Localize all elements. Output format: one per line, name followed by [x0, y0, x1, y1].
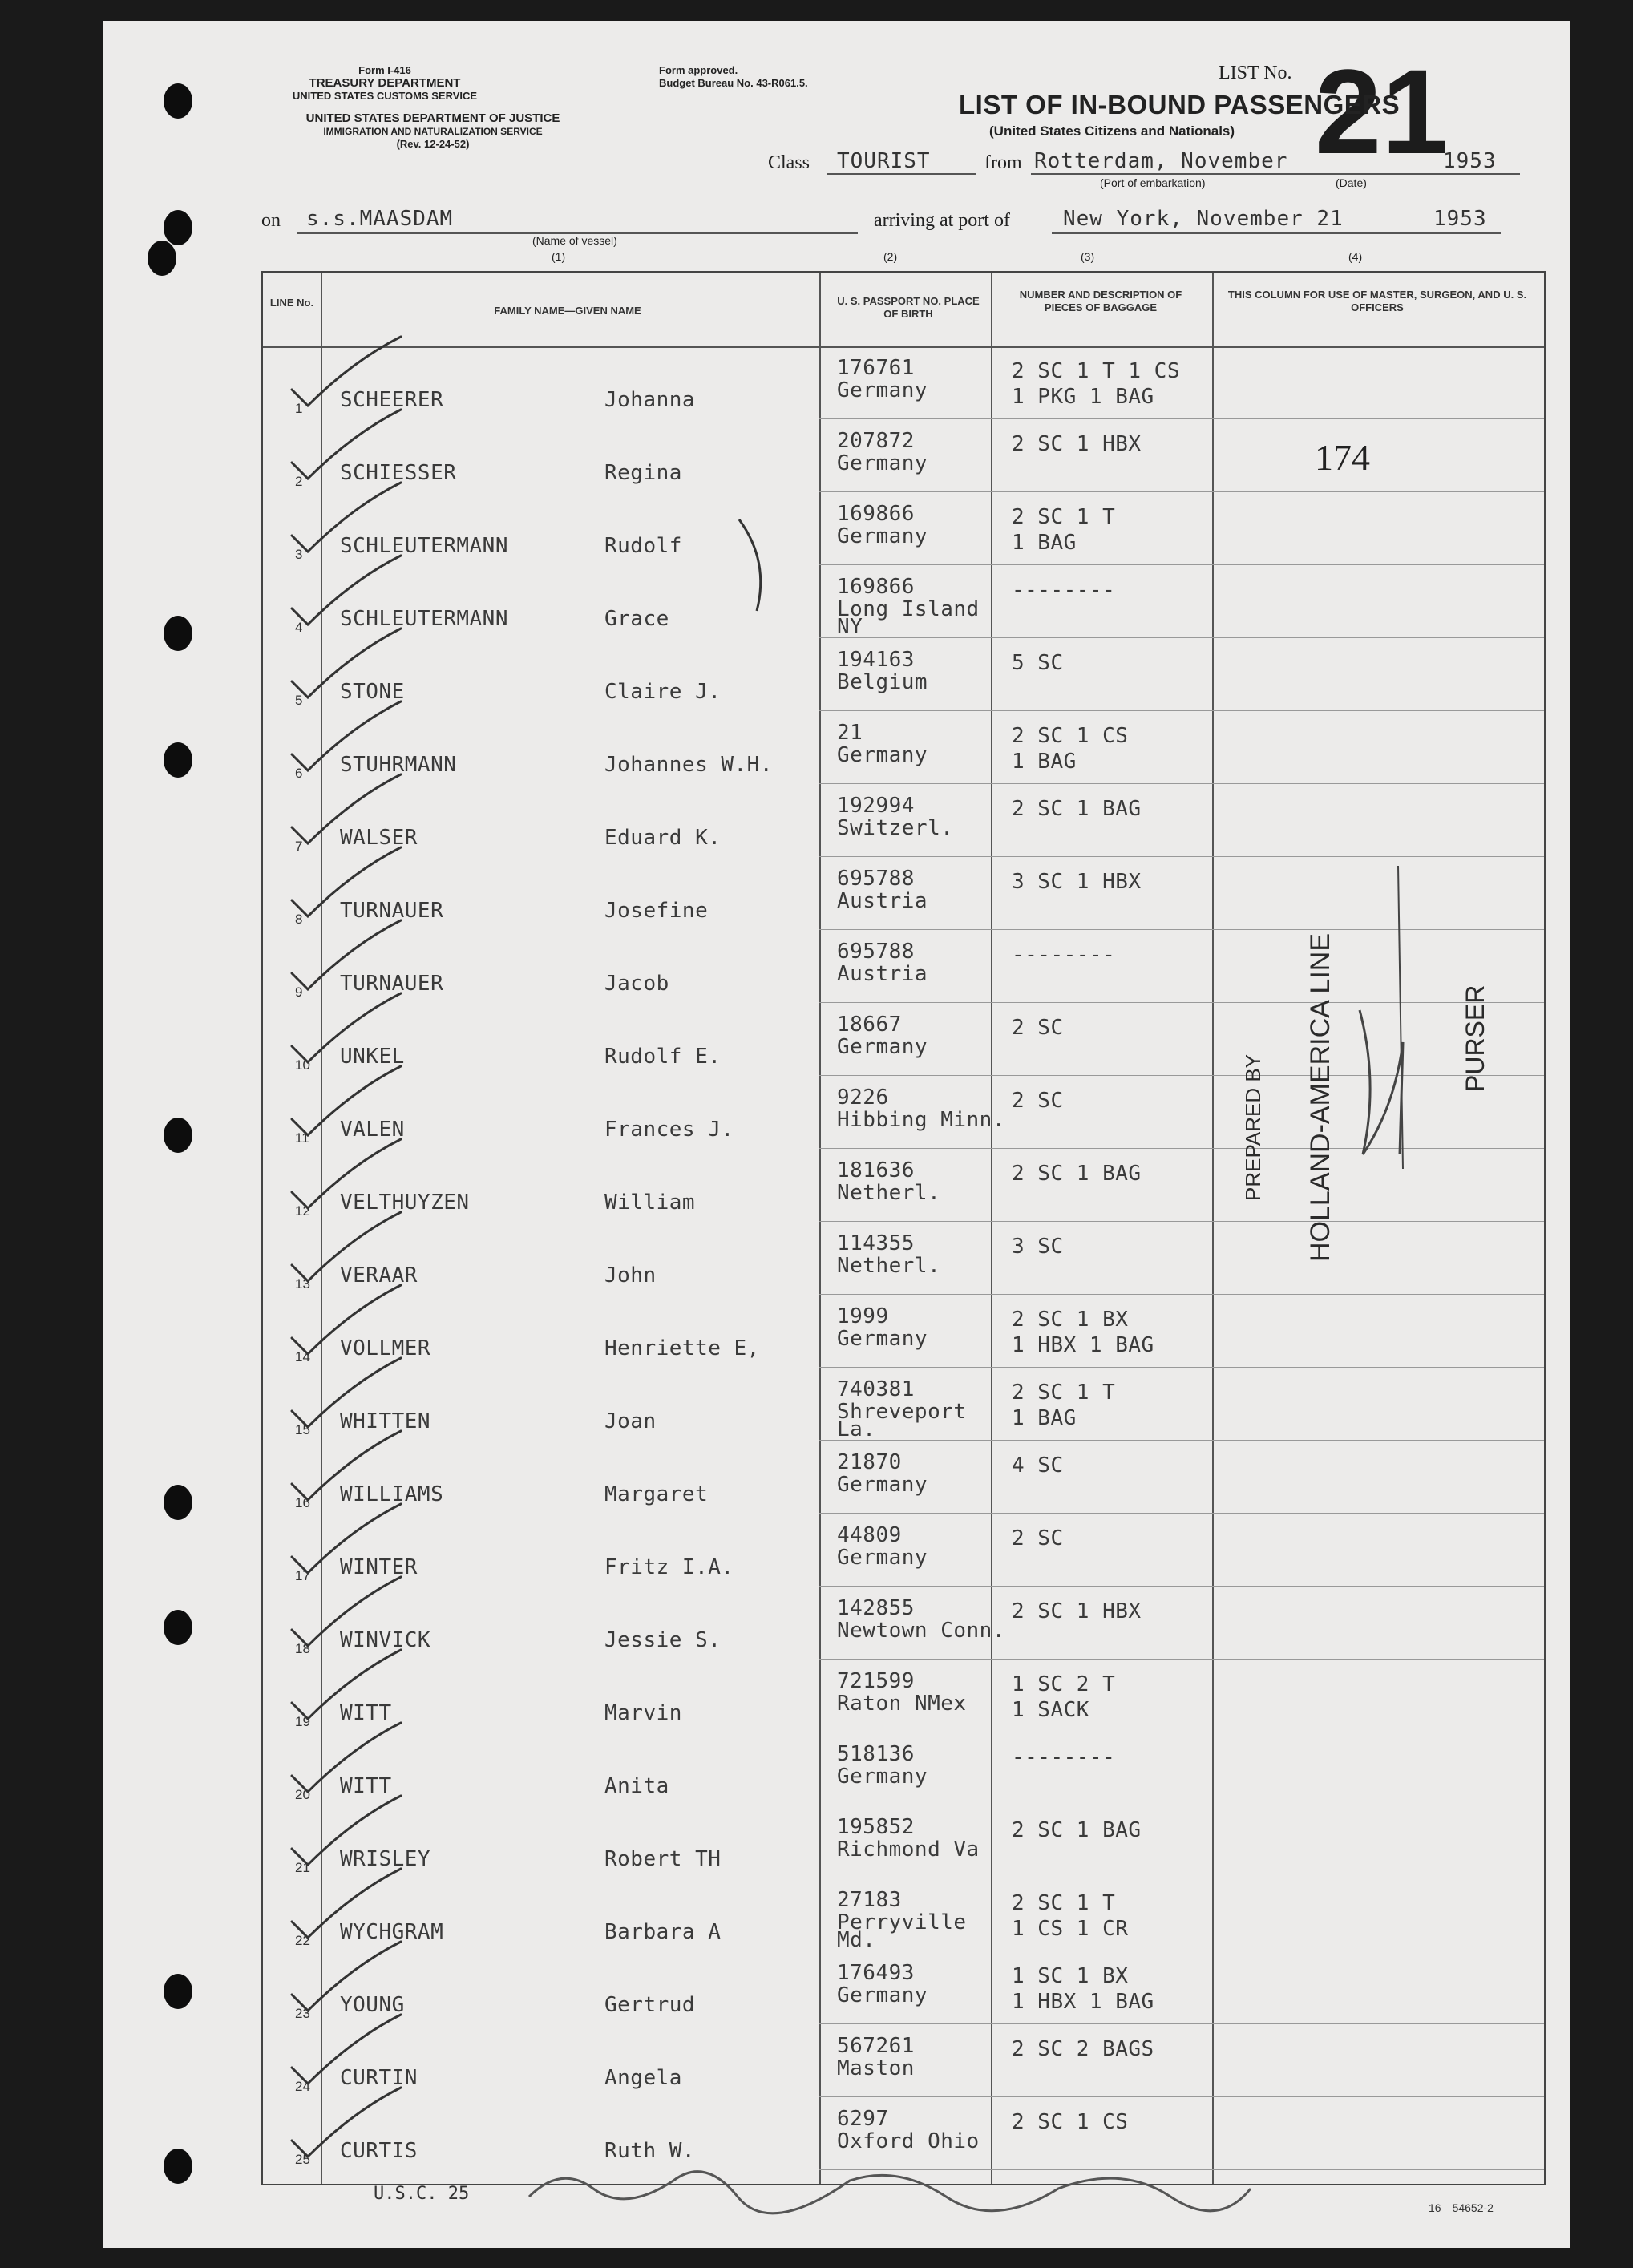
family-name: WYCHGRAM — [340, 1920, 444, 1944]
family-name: WINTER — [340, 1555, 418, 1579]
family-name: YOUNG — [340, 1993, 405, 2017]
place-of-birth: Belgium — [837, 670, 928, 694]
baggage-line-1: 2 SC — [1012, 1526, 1064, 1550]
baggage-line-1: -------- — [1012, 578, 1116, 602]
bracket-mark — [739, 519, 761, 611]
place-of-birth: Perryville Md. — [837, 1910, 967, 1952]
given-name: William — [604, 1191, 696, 1215]
passport-number: 695788 — [837, 940, 915, 964]
place-of-birth: Newtown Conn. — [837, 1619, 1005, 1643]
baggage-line-2: 1 PKG 1 BAG — [1012, 385, 1154, 409]
baggage-line-1: 2 SC 1 CS — [1012, 724, 1129, 748]
passport-number: 27183 — [837, 1888, 902, 1912]
line-number: 23 — [295, 2006, 310, 2021]
line-number: 14 — [295, 1349, 310, 1364]
treasury-label: TREASURY DEPARTMENT — [309, 76, 461, 90]
passport-number: 18667 — [837, 1013, 902, 1037]
place-of-birth: Oxford Ohio — [837, 2129, 980, 2153]
passport-number: 567261 — [837, 2034, 915, 2058]
place-of-birth: Germany — [837, 1035, 928, 1059]
line-number: 15 — [295, 1422, 310, 1437]
place-of-birth: Netherl. — [837, 1181, 941, 1205]
baggage-line-2: 1 HBX 1 BAG — [1012, 1990, 1154, 2014]
from-value: Rotterdam, November — [1034, 149, 1288, 173]
check-mark — [292, 1723, 401, 1792]
check-mark — [292, 1431, 401, 1500]
passport-number: 142855 — [837, 1596, 915, 1620]
passport-number: 6297 — [837, 2107, 889, 2131]
check-mark — [292, 1212, 401, 1281]
baggage-line-1: 2 SC 1 HBX — [1012, 1599, 1142, 1623]
given-name: Johanna — [604, 388, 696, 412]
given-name: John — [604, 1263, 657, 1288]
check-mark — [292, 1869, 401, 1938]
baggage-line-1: 4 SC — [1012, 1453, 1064, 1478]
date-caption: (Date) — [1336, 176, 1367, 189]
family-name: VELTHUYZEN — [340, 1191, 470, 1215]
line-number: 19 — [295, 1714, 310, 1729]
place-of-birth: Germany — [837, 1546, 928, 1570]
family-name: WITT — [340, 1774, 392, 1798]
line-number: 3 — [295, 547, 303, 562]
baggage-line-1: 3 SC — [1012, 1235, 1064, 1259]
passport-number: 169866 — [837, 502, 915, 526]
given-name: Ruth W. — [604, 2139, 696, 2163]
line-number: 11 — [295, 1130, 309, 1146]
baggage-line-1: 2 SC 1 BAG — [1012, 1162, 1142, 1186]
check-mark — [292, 2015, 401, 2084]
given-name: Jessie S. — [604, 1628, 722, 1652]
place-of-birth: Germany — [837, 1473, 928, 1497]
header-officers: THIS COLUMN FOR USE OF MASTER, SURGEON, AND U. S. OFFICERS — [1227, 289, 1527, 313]
budget-label: Budget Bureau No. 43-R061.5. — [659, 77, 808, 89]
baggage-line-2: 1 HBX 1 BAG — [1012, 1333, 1154, 1357]
place-of-birth: Raton NMex — [837, 1692, 967, 1716]
family-name: SCHEERER — [340, 388, 444, 412]
baggage-line-1: 1 SC 1 BX — [1012, 1964, 1129, 1988]
baggage-line-1: 2 SC 1 T — [1012, 1891, 1116, 1915]
baggage-line-1: 2 SC 1 HBX — [1012, 432, 1142, 456]
passport-number: 721599 — [837, 1669, 915, 1693]
approval-label: Form approved. — [659, 64, 738, 76]
check-mark — [292, 2088, 401, 2157]
family-name: WINVICK — [340, 1628, 431, 1652]
line-number: 12 — [295, 1203, 310, 1219]
check-mark — [292, 1139, 401, 1208]
class-value: TOURIST — [837, 149, 931, 173]
baggage-line-1: 2 SC 1 BAG — [1012, 1818, 1142, 1842]
line-number: 6 — [295, 766, 303, 781]
col-2-number: (2) — [883, 250, 898, 263]
form-code: 16—54652-2 — [1429, 2201, 1494, 2214]
check-mark — [292, 920, 401, 989]
given-name: Regina — [604, 461, 682, 485]
check-mark — [292, 629, 401, 697]
given-name: Marvin — [604, 1701, 682, 1725]
given-name: Claire J. — [604, 680, 722, 704]
passport-number: 114355 — [837, 1231, 915, 1255]
header-passport: U. S. PASSPORT NO. PLACE OF BIRTH — [837, 295, 980, 320]
baggage-line-1: -------- — [1012, 1745, 1116, 1769]
usc-label: U.S.C. 25 — [374, 2184, 470, 2204]
check-mark — [292, 1285, 401, 1354]
check-mark — [292, 1796, 401, 1865]
passport-number: 21870 — [837, 1450, 902, 1474]
baggage-line-2: 1 BAG — [1012, 531, 1077, 555]
col-3-number: (3) — [1081, 250, 1095, 263]
place-of-birth: Shreveport La. — [837, 1400, 967, 1441]
page-title: LIST OF IN-BOUND PASSENGERS — [959, 90, 1401, 119]
passport-number: 1999 — [837, 1304, 889, 1328]
check-mark — [292, 337, 401, 406]
baggage-line-1: 1 SC 2 T — [1012, 1672, 1116, 1696]
baggage-line-1: -------- — [1012, 943, 1116, 967]
line-number: 5 — [295, 693, 303, 708]
line-number: 22 — [295, 1933, 310, 1948]
family-name: TURNAUER — [340, 899, 444, 923]
officer-signature — [529, 2172, 1251, 2213]
line-number: 9 — [295, 984, 303, 1000]
baggage-line-1: 2 SC — [1012, 1016, 1064, 1040]
line-number: 20 — [295, 1787, 310, 1802]
place-of-birth: Netherl. — [837, 1254, 941, 1278]
line-number: 17 — [295, 1568, 310, 1583]
place-of-birth: Richmond Va — [837, 1837, 980, 1862]
passport-number: 176761 — [837, 356, 915, 380]
check-mark — [292, 1942, 401, 2011]
port-caption: (Port of embarkation) — [1100, 176, 1206, 189]
family-name: VOLLMER — [340, 1336, 431, 1360]
line-number: 10 — [295, 1057, 310, 1073]
passport-number: 740381 — [837, 1377, 915, 1401]
given-name: Barbara A — [604, 1920, 722, 1944]
place-of-birth: Hibbing Minn. — [837, 1108, 1005, 1132]
baggage-line-1: 2 SC 1 BX — [1012, 1308, 1129, 1332]
family-name: SCHLEUTERMANN — [340, 607, 508, 631]
family-name: CURTIN — [340, 2066, 418, 2090]
line-number: 16 — [295, 1495, 310, 1510]
passport-number: 695788 — [837, 867, 915, 891]
place-of-birth: Germany — [837, 743, 928, 767]
place-of-birth: Germany — [837, 451, 928, 475]
baggage-line-2: 1 BAG — [1012, 1406, 1077, 1430]
place-of-birth: Germany — [837, 1327, 928, 1351]
ins-label: IMMIGRATION AND NATURALIZATION SERVICE — [323, 126, 543, 137]
given-name: Eduard K. — [604, 826, 722, 850]
family-name: WITT — [340, 1701, 392, 1725]
passport-number: 192994 — [837, 794, 915, 818]
baggage-line-1: 2 SC 1 T — [1012, 1381, 1116, 1405]
given-name: Jacob — [604, 972, 669, 996]
col-1-number: (1) — [552, 250, 566, 263]
check-mark — [292, 1577, 401, 1646]
family-name: STONE — [340, 680, 405, 704]
line-number: 13 — [295, 1276, 310, 1292]
check-mark — [292, 701, 401, 770]
given-name: Rudolf — [604, 534, 682, 558]
check-mark — [292, 1358, 401, 1427]
family-name: TURNAUER — [340, 972, 444, 996]
line-number: 21 — [295, 1860, 310, 1875]
class-label: Class — [768, 152, 810, 173]
given-name: Robert TH — [604, 1847, 722, 1871]
place-of-birth: Maston — [837, 2056, 915, 2080]
given-name: Gertrud — [604, 1993, 696, 2017]
passport-number: 44809 — [837, 1523, 902, 1547]
baggage-line-1: 3 SC 1 HBX — [1012, 870, 1142, 894]
purser-label: PURSER — [1461, 984, 1490, 1092]
baggage-line-1: 5 SC — [1012, 651, 1064, 675]
customs-label: UNITED STATES CUSTOMS SERVICE — [292, 90, 478, 102]
family-name: UNKEL — [340, 1045, 405, 1069]
col-4-number: (4) — [1348, 250, 1363, 263]
baggage-line-1: 2 SC 2 BAGS — [1012, 2037, 1154, 2061]
arriving-label: arriving at port of — [874, 210, 1010, 231]
check-mark — [292, 847, 401, 916]
list-number: 21 — [1315, 44, 1449, 179]
passport-number: 181636 — [837, 1158, 915, 1183]
place-of-birth: Austria — [837, 889, 928, 913]
page-subtitle: (United States Citizens and Nationals) — [989, 123, 1235, 139]
list-no-label: LIST No. — [1219, 63, 1292, 83]
family-name: SCHLEUTERMANN — [340, 534, 508, 558]
baggage-line-1: 2 SC 1 CS — [1012, 2110, 1129, 2134]
place-of-birth: Germany — [837, 1765, 928, 1789]
family-name: WRISLEY — [340, 1847, 431, 1871]
baggage-line-2: 1 SACK — [1012, 1698, 1089, 1722]
line-number: 24 — [295, 2079, 310, 2094]
check-mark — [292, 993, 401, 1062]
revision-label: (Rev. 12-24-52) — [396, 138, 470, 150]
passport-number: 169866 — [837, 575, 915, 599]
family-name: VERAAR — [340, 1263, 418, 1288]
line-number: 8 — [295, 912, 303, 927]
check-mark — [292, 410, 401, 479]
on-label: on — [261, 210, 281, 231]
place-of-birth: Switzerl. — [837, 816, 954, 840]
line-number: 4 — [295, 620, 303, 635]
baggage-line-1: 2 SC 1 T 1 CS — [1012, 359, 1180, 383]
family-name: WILLIAMS — [340, 1482, 444, 1506]
family-name: CURTIS — [340, 2139, 418, 2163]
given-name: Grace — [604, 607, 669, 631]
baggage-line-1: 2 SC — [1012, 1089, 1064, 1113]
check-mark — [292, 1504, 401, 1573]
check-mark — [292, 1066, 401, 1135]
date-year: 1953 — [1443, 149, 1497, 173]
passport-number: 21 — [837, 721, 863, 745]
given-name: Fritz I.A. — [604, 1555, 734, 1579]
check-mark — [292, 774, 401, 843]
vessel-caption: (Name of vessel) — [532, 234, 617, 247]
baggage-line-1: 2 SC 1 BAG — [1012, 797, 1142, 821]
header-baggage: NUMBER AND DESCRIPTION OF PIECES OF BAGGAGE — [1019, 289, 1182, 313]
arrival-value: New York, November 21 — [1063, 207, 1344, 231]
place-of-birth: Long Island NY — [837, 597, 980, 639]
line-number: 2 — [295, 474, 303, 489]
place-of-birth: Germany — [837, 378, 928, 402]
line-number: 18 — [295, 1641, 310, 1656]
given-name: Angela — [604, 2066, 682, 2090]
officer-number: 174 — [1315, 437, 1370, 478]
passport-number: 195852 — [837, 1815, 915, 1839]
given-name: Anita — [604, 1774, 669, 1798]
place-of-birth: Austria — [837, 962, 928, 986]
line-number: 1 — [295, 401, 303, 416]
given-name: Rudolf E. — [604, 1045, 722, 1069]
check-mark — [292, 483, 401, 552]
family-name: VALEN — [340, 1118, 405, 1142]
holland-america-stamp: HOLLAND-AMERICA LINE — [1305, 933, 1336, 1262]
place-of-birth: Germany — [837, 524, 928, 548]
from-label: from — [984, 152, 1022, 173]
header-name: FAMILY NAME—GIVEN NAME — [494, 305, 641, 317]
passport-number: 176493 — [837, 1961, 915, 1985]
passport-number: 9226 — [837, 1085, 889, 1110]
given-name: Frances J. — [604, 1118, 734, 1142]
family-name: WALSER — [340, 826, 418, 850]
justice-label: UNITED STATES DEPARTMENT OF JUSTICE — [305, 111, 560, 125]
given-name: Johannes W.H. — [604, 753, 773, 777]
vessel-name: s.s.MAASDAM — [306, 207, 454, 231]
baggage-line-1: 2 SC 1 T — [1012, 505, 1116, 529]
header-line-no: LINE No. — [269, 297, 314, 309]
family-name: SCHIESSER — [340, 461, 457, 485]
passport-number: 207872 — [837, 429, 915, 453]
line-number: 25 — [295, 2152, 310, 2167]
form-number: Form I-416 — [358, 64, 411, 76]
given-name: Henriette E, — [604, 1336, 760, 1360]
check-mark — [292, 1650, 401, 1719]
place-of-birth: Germany — [837, 1983, 928, 2007]
given-name: Joan — [604, 1409, 657, 1433]
passport-number: 194163 — [837, 648, 915, 672]
line-number: 7 — [295, 839, 303, 854]
prepared-by-label: PREPARED BY — [1241, 1053, 1265, 1201]
given-name: Margaret — [604, 1482, 709, 1506]
family-name: WHITTEN — [340, 1409, 431, 1433]
baggage-line-2: 1 BAG — [1012, 750, 1077, 774]
baggage-line-2: 1 CS 1 CR — [1012, 1917, 1129, 1941]
passport-number: 518136 — [837, 1742, 915, 1766]
arrival-year: 1953 — [1433, 207, 1487, 231]
check-mark — [292, 556, 401, 625]
given-name: Josefine — [604, 899, 709, 923]
purser-signature — [1360, 1010, 1403, 1154]
family-name: STUHRMANN — [340, 753, 457, 777]
